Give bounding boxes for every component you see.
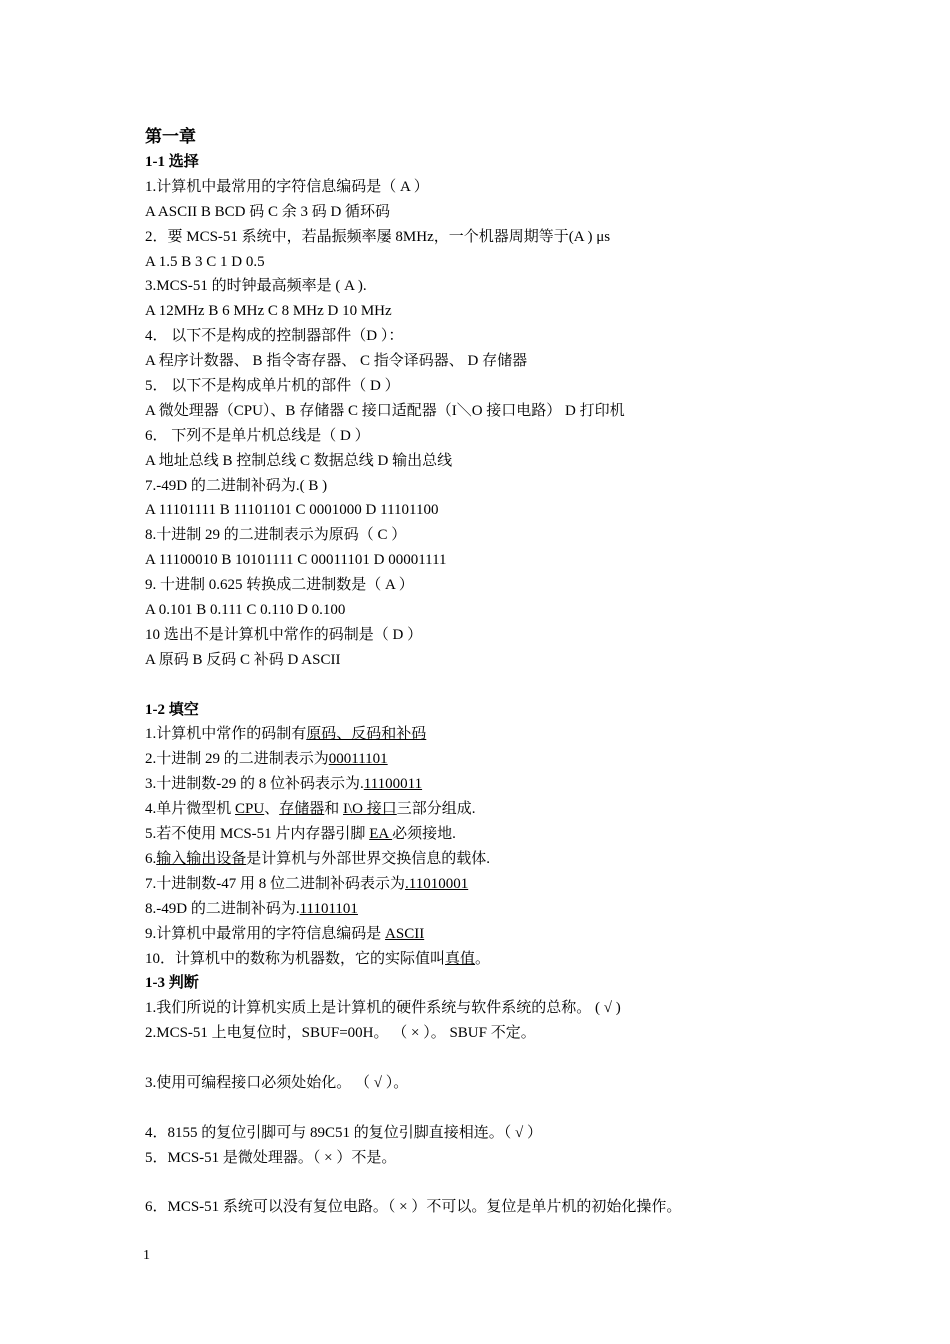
fill-text: 8.-49D 的二进制补码为. xyxy=(145,900,300,917)
fill-text: 6. xyxy=(145,850,157,867)
judge-line: 1.我们所说的计算机实质上是计算机的硬件系统与软件系统的总称。 ( √ ) xyxy=(145,1000,621,1017)
section-title-judge: 1-3 判断 xyxy=(145,975,199,992)
choice-line: A 原码 B 反码 C 补码 D ASCII xyxy=(145,651,341,668)
fill-line xyxy=(145,822,845,847)
choice-line: A 11101111 B 11101101 C 0001000 D 11101100 xyxy=(145,502,439,519)
choice-line: A 程序计数器、 B 指令寄存器、 C 指令译码器、 D 存储器 xyxy=(145,353,528,370)
fill-answer: ASCII xyxy=(385,925,425,942)
fill-text: 。 xyxy=(475,950,491,967)
fill-answer: 00011101 xyxy=(328,751,388,768)
fill-text: 1.计算机中常作的码制有 xyxy=(145,726,307,743)
fill-answer: CPU xyxy=(235,801,265,818)
judge-line: 4．8155 的复位引脚可与 89C51 的复位引脚直接相连。（ √ ） xyxy=(145,1124,542,1141)
spacer xyxy=(145,1171,845,1196)
fill-line xyxy=(145,747,845,772)
fill-answer: 真值 xyxy=(445,950,476,967)
judge-line: 2.MCS-51 上电复位时，SBUF=00H。 （ × ）。 SBUF 不定。 xyxy=(145,1025,536,1042)
fill-answer: 11100011 xyxy=(363,776,423,793)
fill-line xyxy=(145,847,845,872)
spacer xyxy=(145,673,845,698)
section-title-choice: 1-1 选择 xyxy=(145,154,199,170)
fill-text: 2.十进制 29 的二进制表示为 xyxy=(145,751,329,768)
fill-line xyxy=(145,797,845,822)
choice-line: 10 选出不是计算机中常作的码制是（ D ） xyxy=(145,626,423,643)
choice-line: A ASCII B BCD 码 C 余 3 码 D 循环码 xyxy=(145,203,391,220)
fill-text: 9.计算机中最常用的字符信息编码是 xyxy=(145,925,386,942)
fill-text: 必须接地. xyxy=(392,826,456,843)
judge-line: 3.使用可编程接口必须处始化。 （ √ ）。 xyxy=(145,1074,409,1091)
fill-answer: 原码、反码和补码 xyxy=(306,726,427,743)
choice-line: A 1.5 B 3 C 1 D 0.5 xyxy=(145,253,265,270)
page-content xyxy=(145,124,845,1220)
choice-line: A 微处理器（CPU）、B 存储器 C 接口适配器（I＼O 接口电路） D 打印机 xyxy=(145,402,625,419)
choice-line: A 11100010 B 10101111 C 00011101 D 00001111 xyxy=(145,552,447,569)
fill-text: 3.十进制数-29 的 8 位补码表示为. xyxy=(145,776,364,793)
choice-line: 6． 下列不是单片机总线是（ D ） xyxy=(145,427,370,444)
fill-line xyxy=(145,772,845,797)
spacer xyxy=(145,1046,845,1071)
choice-line: A 0.101 B 0.111 C 0.110 D 0.100 xyxy=(145,602,346,619)
fill-text: 7.十进制数-47 用 8 位二进制补码表示为 xyxy=(145,875,405,892)
fill-answer: I\O 接口 xyxy=(343,801,397,818)
fill-text: 三部分组成. xyxy=(396,801,476,818)
fill-answer: 存储器 xyxy=(279,801,325,818)
choice-line: 7.-49D 的二进制补码为.( B ) xyxy=(145,477,328,494)
fill-line xyxy=(145,722,845,747)
section-title-fill: 1-2 填空 xyxy=(145,701,199,718)
fill-answer: 输入输出设备 xyxy=(156,850,247,867)
fill-line xyxy=(145,922,845,947)
choice-line: 3.MCS-51 的时钟最高频率是 ( A ). xyxy=(145,278,367,295)
fill-text: 4.单片微型机 xyxy=(145,801,236,818)
choice-line: 8.十进制 29 的二进制表示为原码（ C ） xyxy=(145,527,407,544)
fill-text: 和 xyxy=(324,801,343,818)
page-number: 1 xyxy=(143,1248,150,1263)
fill-line xyxy=(145,872,845,897)
chapter-title: 第一章 xyxy=(145,127,196,146)
judge-line: 5．MCS-51 是微处理器。（ × ）不是。 xyxy=(145,1149,397,1166)
fill-answer: EA xyxy=(369,826,393,843)
judge-line: 6．MCS-51 系统可以没有复位电路。（ × ）不可以。复位是单片机的初始化操作。 xyxy=(145,1199,682,1216)
fill-answer: 11101101 xyxy=(299,900,358,917)
fill-text: 5.若不使用 MCS-51 片内存器引脚 xyxy=(145,826,370,843)
fill-line xyxy=(145,897,845,922)
choice-line: 4． 以下不是构成的控制器部件（D ）： xyxy=(145,328,404,345)
choice-line: 9. 十进制 0.625 转换成二进制数是（ A ） xyxy=(145,577,414,594)
fill-answer: .11010001 xyxy=(405,875,469,892)
choice-line: 1.计算机中最常用的字符信息编码是（ A ） xyxy=(145,178,429,195)
choice-line: A 地址总线 B 控制总线 C 数据总线 D 输出总线 xyxy=(145,452,453,469)
choice-line: 2．要 MCS-51 系统中，若晶振频率屡 8MHz，一个机器周期等于(A ) μs xyxy=(145,228,611,245)
fill-text: 10．计算机中的数称为机器数，它的实际值叫 xyxy=(145,950,446,967)
fill-text: 是计算机与外部世界交换信息的载体. xyxy=(246,850,491,867)
fill-line xyxy=(145,947,845,972)
choice-line: 5． 以下不是构成单片机的部件（ D ） xyxy=(145,378,400,395)
choice-line: A 12MHz B 6 MHz C 8 MHz D 10 MHz xyxy=(145,303,392,320)
spacer xyxy=(145,1096,845,1121)
fill-text: 、 xyxy=(264,801,280,818)
